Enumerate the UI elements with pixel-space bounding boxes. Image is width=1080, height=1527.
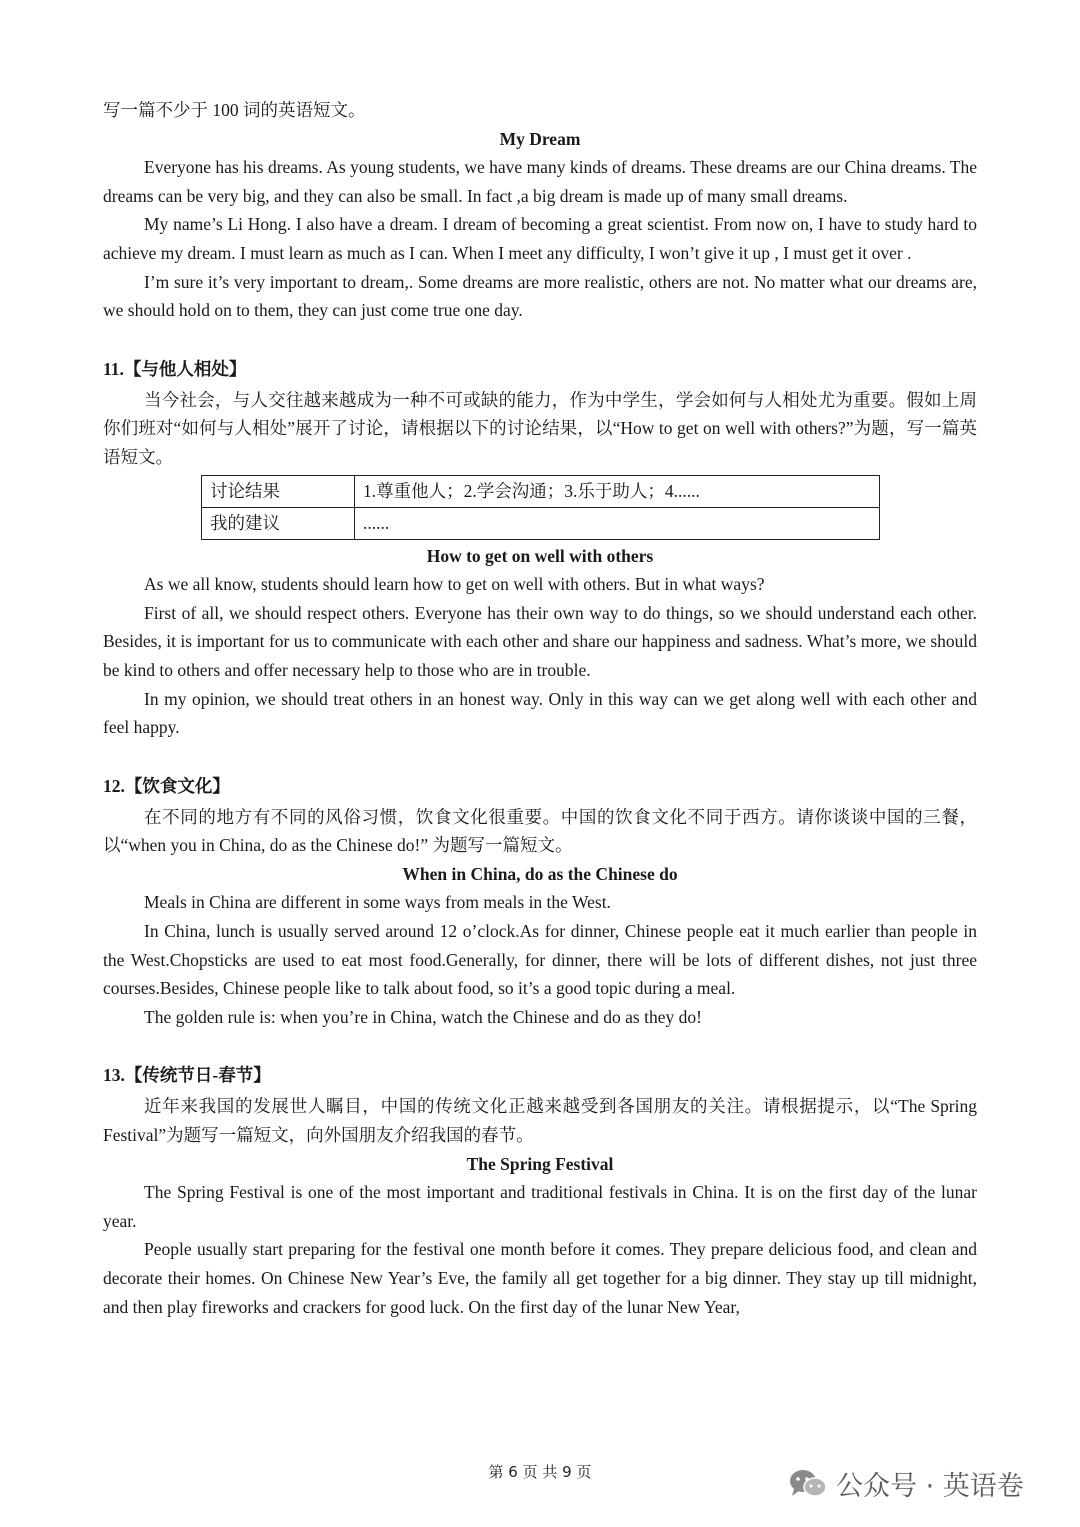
question-13-prompt: 近年来我国的发展世人瞩目，中国的传统文化正越来越受到各国朋友的关注。请根据提示，以“The Spring Festival”为题写一篇短文，向外国朋友介绍我国的春节。 bbox=[103, 1096, 977, 1146]
wechat-icon bbox=[788, 1467, 828, 1501]
document-page bbox=[103, 96, 977, 1321]
essay-paragraph: In my opinion, we should treat others in an honest way. Only in this way can we get along well with each other and feel happy. bbox=[103, 688, 977, 738]
essay-paragraph: I’m sure it’s very important to dream,. Some dreams are more realistic, others are not. No matter what our dreams are, we should hold on to them, they can just come true one day. bbox=[103, 271, 977, 321]
page-number-footer: 第 6 页 共 9 页 bbox=[488, 1463, 592, 1481]
essay-paragraph: In China, lunch is usually served around 12 o’clock.As for dinner, Chinese people eat it much earlier than people in the West.Chopsticks are used to eat most food.Generally, for dinner, there will be lots of different dishes, not just three courses.Besides, Chinese people like to talk about food, so it’s a good topic during a meal. bbox=[103, 921, 977, 999]
intro-line: 写一篇不少于 100 词的英语短文。 bbox=[103, 100, 366, 120]
table-cell-label: 我的建议 bbox=[202, 507, 355, 539]
essay-paragraph: The golden rule is: when you’re in China, watch the Chinese and do as they do! bbox=[144, 1006, 702, 1027]
essay-title-get-on-well: How to get on well with others bbox=[426, 545, 654, 566]
essay-paragraph: Everyone has his dreams. As young students, we have many kinds of dreams. These dreams are our China dreams. The dreams can be very big, and they can also be small. In fact ,a big dream is made up of many small dreams. bbox=[103, 157, 977, 206]
table-cell-value: 1.尊重他人；2.学会沟通；3.乐于助人；4...... bbox=[355, 475, 880, 507]
watermark-text: 公众号 · 英语卷 bbox=[836, 1471, 1024, 1502]
essay-paragraph: My name’s Li Hong. I also have a dream. I dream of becoming a great scientist. From now on, I have to study hard to achieve my dream. I must learn as much as I can. When I meet any difficulty, I won’t give it up , I must get it over . bbox=[103, 214, 977, 263]
essay-title-when-in-china: When in China, do as the Chinese do bbox=[402, 863, 678, 884]
watermark bbox=[788, 1464, 1024, 1503]
question-11-prompt: 当今社会，与人交往越来越成为一种不可或缺的能力，作为中学生，学会如何与人相处尤为重要。假如上周你们班对“如何与人相处”展开了讨论，请根据以下的讨论结果，以“How to get on well with others?”为题，写一篇英语短文。 bbox=[103, 389, 977, 467]
essay-paragraph: As we all know, students should learn how to get on well with others. But in what ways? bbox=[144, 574, 765, 595]
question-13-heading: 13.【传统节日-春节】 bbox=[103, 1065, 271, 1086]
question-11-heading: 11.【与他人相处】 bbox=[103, 358, 247, 379]
question-12-prompt: 在不同的地方有不同的风俗习惯，饮食文化很重要。中国的饮食文化不同于西方。请你谈谈中国的三餐，以“when you in China, do as the Chinese do!” 为题写一篇短文。 bbox=[103, 806, 977, 856]
table-cell-label: 讨论结果 bbox=[202, 475, 355, 507]
essay-title-my-dream: My Dream bbox=[499, 128, 581, 149]
essay-paragraph: People usually start preparing for the festival one month before it comes. They prepare delicious food, and clean and decorate their homes. On Chinese New Year’s Eve, the family all get together for a big dinner. They stay up till midnight, and then play fireworks and crackers for good luck. On the first day of the lunar New Year, bbox=[103, 1239, 977, 1317]
table-row bbox=[202, 475, 880, 507]
essay-paragraph: First of all, we should respect others. Everyone has their own way to do things, so we should understand each other. Besides, it is important for us to communicate with each other and share our happiness and sadness. What’s more, we should be kind to others and offer necessary help to those who are in trouble. bbox=[103, 602, 977, 680]
essay-paragraph: Meals in China are different in some ways from meals in the West. bbox=[144, 892, 611, 913]
question-12-heading: 12.【饮食文化】 bbox=[103, 775, 230, 796]
essay-paragraph: The Spring Festival is one of the most important and traditional festivals in China. It is on the first day of the lunar year. bbox=[103, 1182, 977, 1231]
essay-title-spring-festival: The Spring Festival bbox=[466, 1153, 614, 1174]
discussion-table bbox=[201, 475, 880, 540]
table-cell-value: ...... bbox=[355, 507, 880, 539]
table-row bbox=[202, 507, 880, 539]
